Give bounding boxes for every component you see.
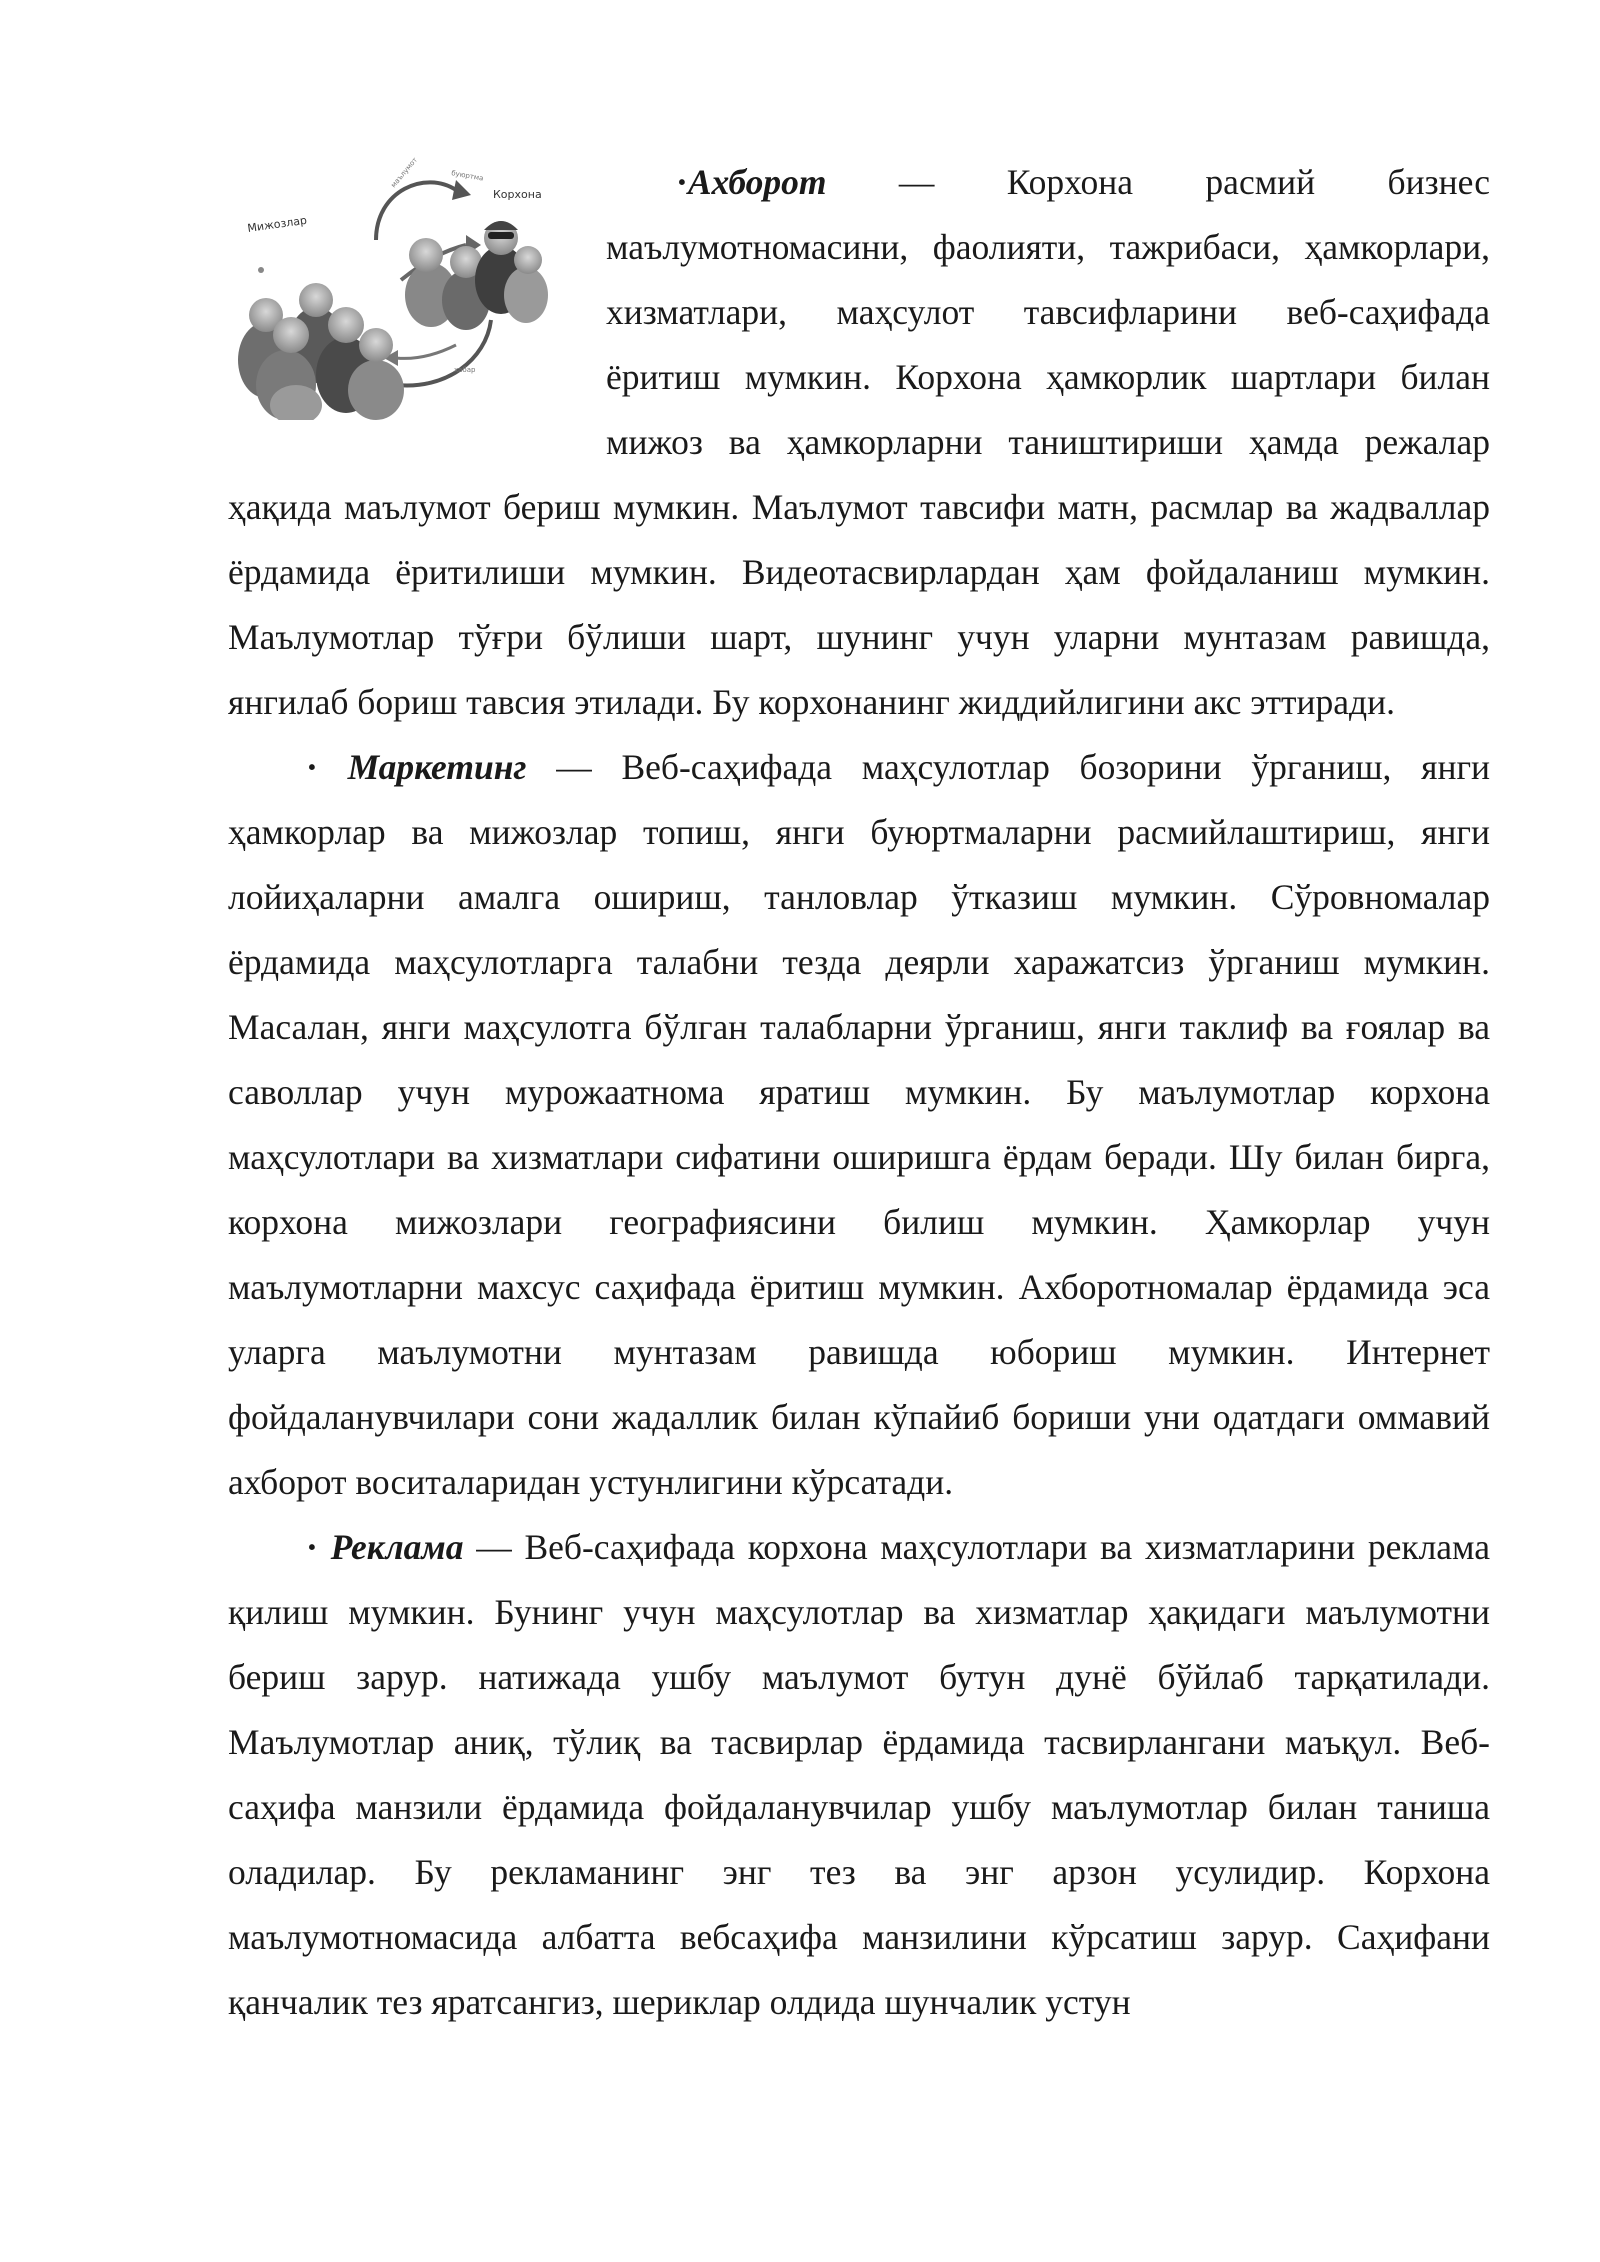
term-dash: — [826,162,1007,202]
bullet-marker: · [676,162,688,202]
company-label: Корхона [493,188,542,201]
customers-group [238,267,404,420]
svg-text:маълумот: маълумот [389,155,420,190]
term-information: Ахборот [687,162,827,202]
paragraph-advertising [228,1515,1490,2035]
paragraph-text: Веб-саҳифада маҳсулотлар бозорини ўрганиш, янги ҳамкорлар ва мижозлар топиш, янги буюртмаларни расмийлаштириш, янги лойиҳаларни амалга ошириш, танловлар ўтказиш мумкин. Сўровномалар ёрдамида маҳсулотларга талабни тезда деярли харажатсиз ўрганиш мумкин. Масалан, янги маҳсулотга бўлган талабларни ўрганиш, янги таклиф ва ғоялар ва саволлар учун мурожаатнома яратиш мумкин. Бу маълумотлар корхона маҳсулотлари ва хизматлари сифатини оширишга ёрдам беради. Шу билан бирга, корхона мижозлари географиясини билиш мумкин. Ҳамкорлар учун маълумотларни махсус саҳифада ёритиш мумкин. Ахборотномалар ёрдамида эса уларга маълумотни мунтазам равишда юбориш мумкин. Интернет фойдаланувчилари сони жадаллик билан кўпайиб бориши уни одатдаги оммавий ахборот воситаларидан устунлигини кўрсатади. [228,747,1491,1502]
customers-label: Мижозлар [246,213,308,235]
customers-company-illustration [226,150,606,420]
term-marketing: Маркетинг [347,747,527,787]
arrow-top [376,182,456,240]
paragraph-text: Корхона расмий бизнес маълумотномасини, фаолияти, тажрибаси, ҳамкорлари, хизматлари, маҳсулот тавсифларини веб-саҳифада ёритиш мумкин. Корхона ҳамкорлик шартлари билан мижоз ва ҳамкорларни таништириши ҳамда режалар ҳақида маълумот бериш мумкин. Маълумот тавсифи матн, расмлар ва жадваллар ёрдамида ёритилиши мумкин. Видеотасвирлардан ҳам фойдаланиш мумкин. Маълумотлар тўғри бўлиши шарт, шунинг учун уларни мунтазам равишда, янгилаб бориш тавсия этилади. Бу корхонанинг жиддийлигини акс эттиради. [228,162,1491,722]
bullet-marker: · [306,747,348,787]
company-group [405,221,548,330]
paragraph-marketing [228,735,1490,1515]
document-body [228,150,1490,2035]
term-dash: — [526,747,622,787]
arrow-bottom [396,320,491,386]
term-dash: — [463,1527,525,1567]
people-network-image [226,150,556,420]
svg-text:хабар: хабар [454,366,476,374]
term-advertising: Реклама [330,1527,464,1567]
svg-text:буюртма: буюртма [450,169,485,183]
paragraph-text: Веб-саҳифада корхона маҳсулотлари ва хизматларини реклама қилиш мумкин. Бунинг учун маҳсулотлар ва хизматлар ҳақидаги маълумотни бериш зарур. натижада ушбу маълумот бутун дунё бўйлаб тарқатилади. Маълумотлар аниқ, тўлиқ ва тасвирлар ёрдамида тасвирлангани маъқул. Веб-саҳифа манзили ёрдамида фойдаланувчилар ушбу маълумотлар билан таниша оладилар. Бу рекламанинг энг тез ва энг арзон усулидир. Корхона маълумотномасида албатта вебсаҳифа манзилини кўрсатиш зарур. Саҳифани қанчалик тез яратсангиз, шериклар олдида шунчалик устун [228,1527,1491,2022]
bullet-marker: · [306,1527,331,1567]
